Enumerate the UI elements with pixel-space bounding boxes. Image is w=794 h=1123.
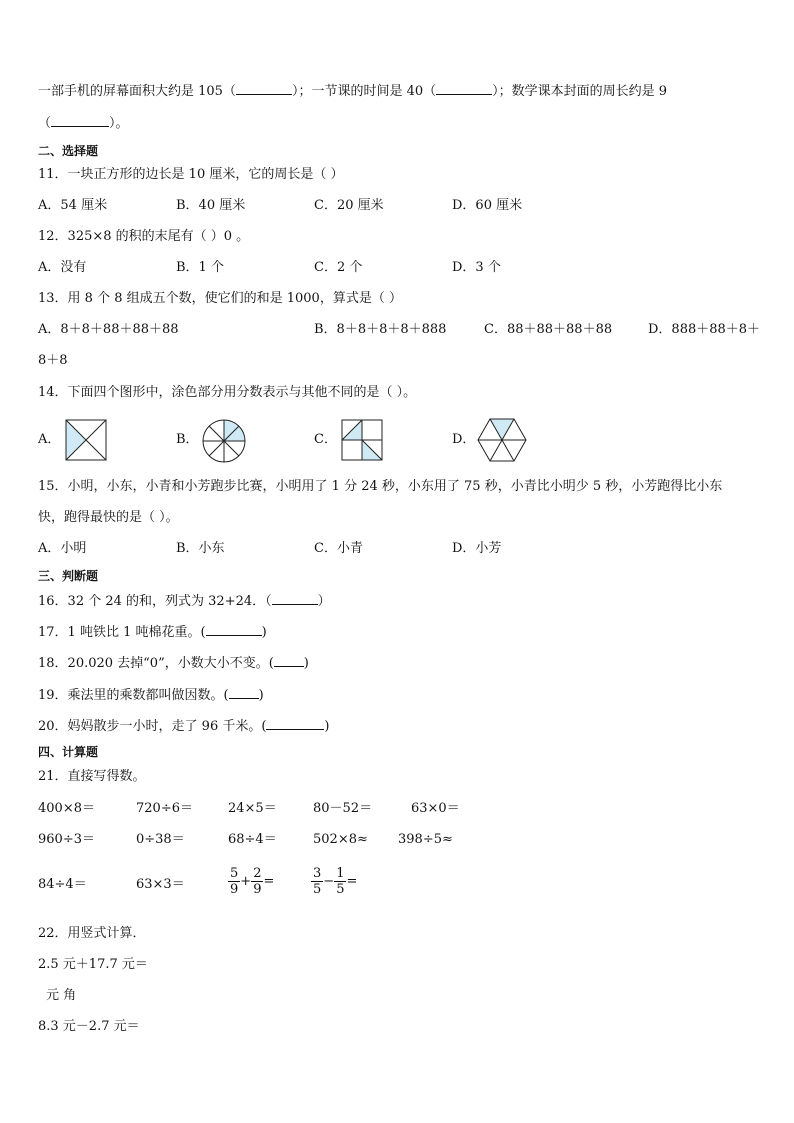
- q16-line: [38, 592, 331, 611]
- q20-text: 20．妈妈散步一小时，走了 96 千米。(: [38, 719, 267, 734]
- frac1-b-denominator: 9: [253, 882, 262, 897]
- q18-blank[interactable]: [274, 654, 304, 667]
- q16-text: 16．32 个 24 的和，列式为 32+24．（: [38, 594, 272, 609]
- q12-option-b[interactable]: B．1 个: [176, 260, 224, 275]
- q14-figure-b[interactable]: [201, 418, 247, 464]
- q19-text: 19．乘法里的乘数都叫做因数。(: [38, 688, 229, 703]
- q21-r3-fraction-sum[interactable]: [228, 866, 274, 897]
- q11-option-a[interactable]: A．54 厘米: [38, 198, 108, 213]
- q21-stem: 21．直接写得数。: [38, 769, 146, 784]
- q14-stem: 14．下面四个图形中，涂色部分用分数表示与其他不同的是（ ）。: [38, 385, 417, 400]
- q15-option-c[interactable]: C．小青: [314, 541, 363, 556]
- section-judge-heading: 三、判断题: [38, 569, 99, 583]
- q21-r2-c1[interactable]: 960÷3＝: [38, 832, 95, 847]
- q17-line: [38, 623, 267, 642]
- q17-text: 17．1 吨铁比 1 吨棉花重。(: [38, 625, 206, 640]
- frac2-a-denominator: 5: [313, 882, 322, 897]
- q10-text-a: 一部手机的屏幕面积大约是 105（: [38, 84, 236, 99]
- q14-label-c[interactable]: C．: [314, 432, 337, 447]
- q15-stem-line2: 快，跑得最快的是（ ）。: [38, 510, 179, 525]
- frac1-a-numerator: 5: [230, 866, 239, 881]
- q21-r2-c2[interactable]: 0÷38＝: [136, 832, 185, 847]
- q13-option-c[interactable]: C．88＋88＋88＋88: [484, 322, 613, 337]
- q13-option-d[interactable]: D．888＋88＋8＋: [648, 322, 761, 337]
- q22-line1[interactable]: 2.5 元＋17.7 元＝: [38, 957, 148, 972]
- q18-close: ): [303, 656, 309, 671]
- frac2-equals: =: [346, 874, 358, 889]
- q10-line1: [38, 82, 667, 101]
- q21-r1-c2[interactable]: 720÷6＝: [136, 801, 193, 816]
- fraction-3-5: [311, 866, 323, 897]
- q15-option-b[interactable]: B．小东: [176, 541, 225, 556]
- q14-label-a[interactable]: A．: [38, 432, 61, 447]
- q11-option-d[interactable]: D．60 厘米: [452, 198, 523, 213]
- frac1-operator: +: [240, 874, 252, 889]
- q10-blank-2[interactable]: [436, 82, 492, 95]
- q22-line2[interactable]: 8.3 元－2.7 元＝: [38, 1019, 140, 1034]
- q14-label-b[interactable]: B．: [176, 432, 199, 447]
- q20-close: ): [324, 719, 330, 734]
- q22-stem: 22．用竖式计算．: [38, 926, 146, 941]
- q21-r3-c1[interactable]: 84÷4＝: [38, 877, 87, 892]
- q17-blank[interactable]: [206, 623, 262, 636]
- q13-stem: 13．用 8 个 8 组成五个数，使它们的和是 1000，算式是（ ）: [38, 291, 402, 306]
- q21-r1-c3[interactable]: 24×5＝: [228, 801, 277, 816]
- q14-figure-c[interactable]: [340, 418, 384, 462]
- q15-option-d[interactable]: D．小芳: [452, 541, 502, 556]
- q21-r3-c2[interactable]: 63×3＝: [136, 877, 185, 892]
- q13-option-a[interactable]: A．8＋8＋88＋88＋88: [38, 322, 179, 337]
- q12-option-d[interactable]: D．3 个: [452, 260, 501, 275]
- q14-label-d[interactable]: D．: [452, 432, 476, 447]
- q11-option-c[interactable]: C．20 厘米: [314, 198, 384, 213]
- q21-r1-c1[interactable]: 400×8＝: [38, 801, 95, 816]
- q10-text-b: ）；一节课的时间是 40（: [291, 84, 437, 99]
- fraction-2-9: [251, 866, 263, 897]
- q21-r2-c5[interactable]: 398÷5≈: [398, 832, 453, 847]
- q17-close: ): [261, 625, 267, 640]
- q12-option-a[interactable]: A．没有: [38, 260, 87, 275]
- q13-option-d-wrap: 8＋8: [38, 353, 68, 368]
- frac1-equals: =: [263, 874, 275, 889]
- q14-figure-a[interactable]: [64, 418, 108, 462]
- fraction-5-9: [228, 866, 240, 897]
- q10-line2: [38, 114, 129, 133]
- figure-d-shaded-triangle: [490, 419, 514, 440]
- q10-paren-close: ）。: [109, 116, 129, 131]
- q21-r2-c4[interactable]: 502×8≈: [313, 832, 368, 847]
- frac2-b-denominator: 5: [336, 882, 345, 897]
- q18-text: 18．20.020 去掉“0”，小数大小不变。(: [38, 656, 274, 671]
- q10-blank-1[interactable]: [236, 82, 292, 95]
- frac2-operator: −: [323, 874, 335, 889]
- q12-option-c[interactable]: C．2 个: [314, 260, 363, 275]
- q20-line: [38, 717, 330, 736]
- fraction-1-5: [334, 866, 346, 897]
- q20-blank[interactable]: [266, 717, 324, 730]
- q16-close: ）: [317, 594, 331, 609]
- frac2-a-numerator: 3: [313, 866, 322, 881]
- q21-r1-c5[interactable]: 63×0＝: [411, 801, 460, 816]
- q11-stem: 11．一块正方形的边长是 10 厘米，它的周长是（ ）: [38, 167, 344, 182]
- q19-close: ): [258, 688, 264, 703]
- q19-blank[interactable]: [229, 686, 259, 699]
- frac1-b-numerator: 2: [253, 866, 262, 881]
- frac1-a-denominator: 9: [230, 882, 239, 897]
- q10-paren-open: （: [38, 116, 52, 131]
- frac2-b-numerator: 1: [336, 866, 345, 881]
- q22-units: 元 角: [46, 988, 77, 1003]
- figure-a-shaded-triangle: [66, 420, 86, 460]
- q15-option-a[interactable]: A．小明: [38, 541, 87, 556]
- q18-line: [38, 654, 309, 673]
- q16-blank[interactable]: [272, 592, 318, 605]
- q10-text-c: ）；数学课本封面的周长约是 9: [492, 84, 668, 99]
- q13-option-b[interactable]: B．8＋8＋8＋8＋888: [314, 322, 447, 337]
- section-calc-heading: 四、计算题: [38, 745, 99, 759]
- q10-blank-3[interactable]: [51, 114, 109, 127]
- q14-figure-d[interactable]: [476, 416, 528, 464]
- q21-r2-c3[interactable]: 68÷4＝: [228, 832, 277, 847]
- q15-stem-line1: 15．小明，小东，小青和小芳跑步比赛，小明用了 1 分 24 秒，小东用了 75 秒，小青比小明少 5 秒，小芳跑得比小东: [38, 479, 723, 494]
- q12-stem: 12．325×8 的积的末尾有（ ）0 。: [38, 229, 250, 244]
- section-choice-heading: 二、选择题: [38, 144, 99, 158]
- q19-line: [38, 686, 264, 705]
- q21-r3-fraction-diff[interactable]: [311, 866, 357, 897]
- q21-r1-c4[interactable]: 80－52＝: [313, 801, 373, 816]
- q11-option-b[interactable]: B．40 厘米: [176, 198, 246, 213]
